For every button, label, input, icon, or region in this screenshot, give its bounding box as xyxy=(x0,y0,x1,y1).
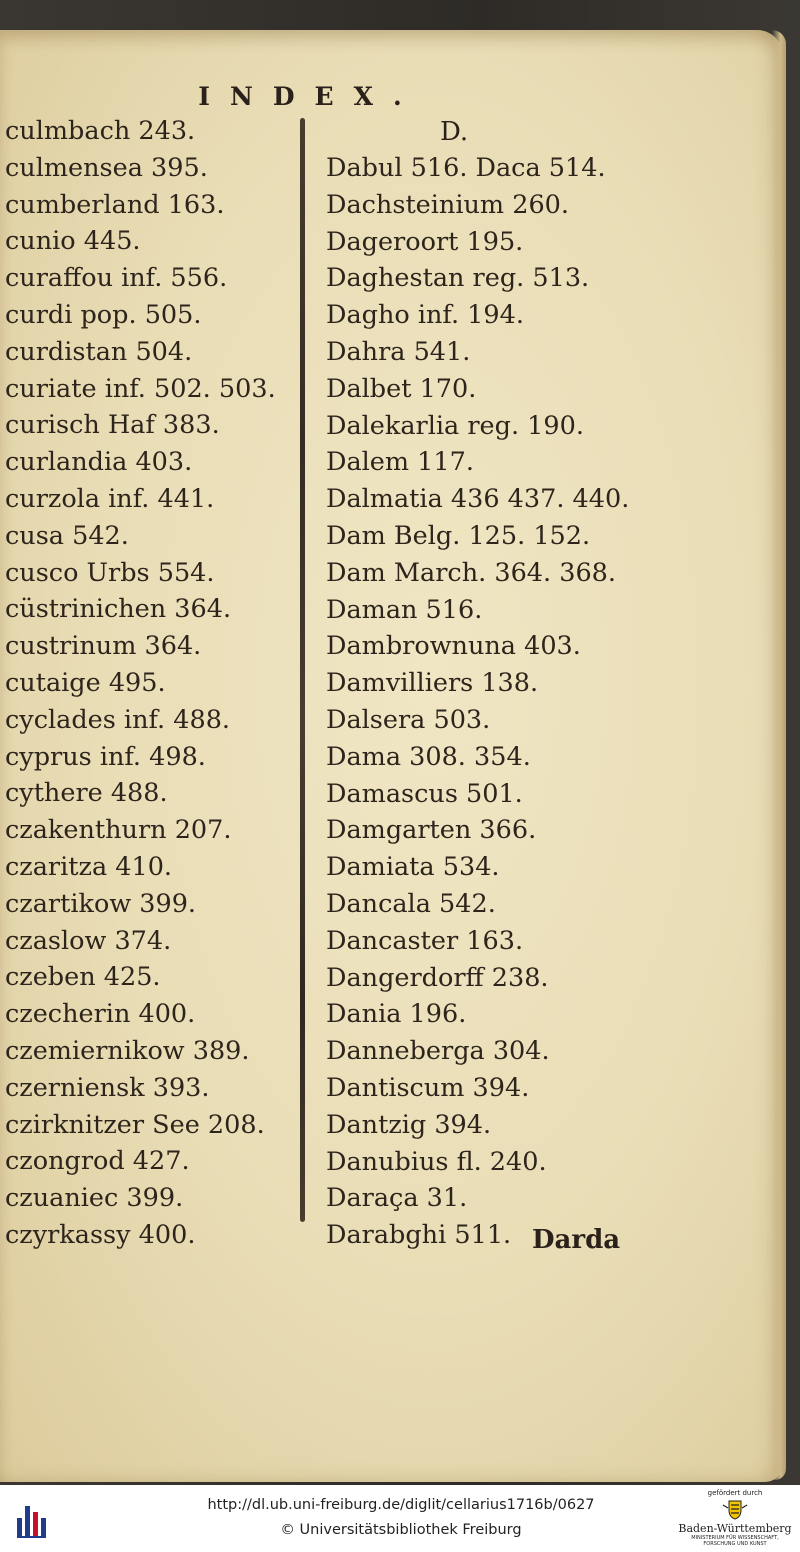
index-entry: Dalekarlia reg. 190. xyxy=(326,410,584,441)
index-entry: Daghestan reg. 513. xyxy=(326,263,590,294)
index-entry: curdistan 504. xyxy=(5,336,193,367)
index-entry: Dalsera 503. xyxy=(326,704,491,735)
index-entry: Dagho inf. 194. xyxy=(326,300,524,331)
index-entry: czongrod 427. xyxy=(5,1146,190,1177)
index-entry: czeben 425. xyxy=(5,962,161,993)
index-entry: cyclades inf. 488. xyxy=(5,704,231,735)
index-entry: czecherin 400. xyxy=(5,999,196,1030)
university-library-logo-icon xyxy=(14,1502,54,1542)
index-entry: czakenthurn 207. xyxy=(5,815,232,846)
index-entry: Dama 308. 354. xyxy=(326,741,531,772)
page-header-title: INDEX. xyxy=(198,82,422,111)
index-entry: Damgarten 366. xyxy=(326,815,537,846)
sponsor-block xyxy=(676,1489,794,1549)
index-entry: Dalem 117. xyxy=(326,447,474,478)
index-entry: Dambrownuna 403. xyxy=(326,631,581,662)
index-entry: curiate inf. 502. 503. xyxy=(5,373,276,404)
index-entry: cumberland 163. xyxy=(5,189,225,220)
index-entry: cyprus inf. 498. xyxy=(5,741,206,772)
index-entry: czemiernikow 389. xyxy=(5,1035,250,1066)
index-entry: cusco Urbs 554. xyxy=(5,557,215,588)
index-entry: czartikow 399. xyxy=(5,888,197,919)
copyright-notice: © Universitätsbibliothek Freiburg xyxy=(280,1522,522,1538)
index-entry: Daman 516. xyxy=(326,594,483,625)
index-entry: cythere 488. xyxy=(5,778,168,809)
index-entry: Dantiscum 394. xyxy=(326,1072,530,1103)
index-entry: culmensea 395. xyxy=(5,152,208,183)
index-entry: Danneberga 304. xyxy=(326,1036,550,1067)
index-entry: custrinum 364. xyxy=(5,631,202,662)
index-entry: Dageroort 195. xyxy=(326,226,524,257)
index-entry: Damvilliers 138. xyxy=(326,668,539,699)
index-entry: czuaniec 399. xyxy=(5,1183,184,1214)
sponsor-name: Baden-Württemberg xyxy=(678,1522,792,1535)
index-entry: czirknitzer See 208. xyxy=(5,1109,265,1140)
viewer-footer xyxy=(0,1485,800,1552)
index-entry: Dachsteinium 260. xyxy=(326,189,569,220)
index-entry: Damascus 501. xyxy=(326,778,523,809)
index-entry: Dam March. 364. 368. xyxy=(326,557,617,588)
index-entry: Dalbet 170. xyxy=(326,373,477,404)
coat-of-arms-icon xyxy=(720,1499,750,1521)
section-heading-letter: D. xyxy=(440,117,469,147)
index-column-left xyxy=(5,113,300,1254)
index-entry: Dania 196. xyxy=(326,999,467,1030)
index-entry: Dancaster 163. xyxy=(326,925,524,956)
permalink-url[interactable]: http://dl.ub.uni-freiburg.de/diglit/cellarius1716b/0627 xyxy=(207,1497,595,1513)
sponsor-ministry: MINISTERIUM FÜR WISSENSCHAFT, FORSCHUNG UND KUNST xyxy=(691,1535,779,1547)
index-entry: cüstrinichen 364. xyxy=(5,594,232,625)
column-divider-rule xyxy=(300,118,305,1222)
index-entry: curzola inf. 441. xyxy=(5,483,215,514)
index-entry: Dantzig 394. xyxy=(326,1109,492,1140)
index-entry: Daraça 31. xyxy=(326,1183,468,1214)
index-entry: Dahra 541. xyxy=(326,336,471,367)
index-entry: czerniensk 393. xyxy=(5,1072,210,1103)
sponsor-label: gefördert durch xyxy=(707,1489,763,1497)
index-entry: cutaige 495. xyxy=(5,667,166,698)
index-entry: Damiata 534. xyxy=(326,852,500,883)
index-entry: Dalmatia 436 437. 440. xyxy=(326,484,630,515)
index-entry: czaritza 410. xyxy=(5,851,173,882)
index-entry: Dabul 516. Daca 514. xyxy=(326,153,606,183)
index-entry: cusa 542. xyxy=(5,520,129,551)
catchword: Darda xyxy=(532,1225,621,1255)
index-entry: curlandia 403. xyxy=(5,447,193,478)
index-entry: Darabghi 511. xyxy=(326,1220,512,1251)
index-entry: curaffou inf. 556. xyxy=(5,263,228,294)
index-entry: Dancala 542. xyxy=(326,888,496,919)
index-entry: curdi pop. 505. xyxy=(5,299,202,330)
index-entry: Dangerdorff 238. xyxy=(326,962,549,993)
index-entry: czyrkassy 400. xyxy=(5,1219,196,1250)
page-edge xyxy=(772,30,786,1480)
index-entry: curisch Haf 383. xyxy=(5,410,220,441)
index-entry: Dam Belg. 125. 152. xyxy=(326,520,591,551)
index-column-right xyxy=(326,150,756,1254)
index-entry: Danubius fl. 240. xyxy=(326,1146,547,1177)
index-entry: culmbach 243. xyxy=(5,116,196,146)
index-entry: czaslow 374. xyxy=(5,925,172,956)
index-entry: cunio 445. xyxy=(5,226,141,257)
